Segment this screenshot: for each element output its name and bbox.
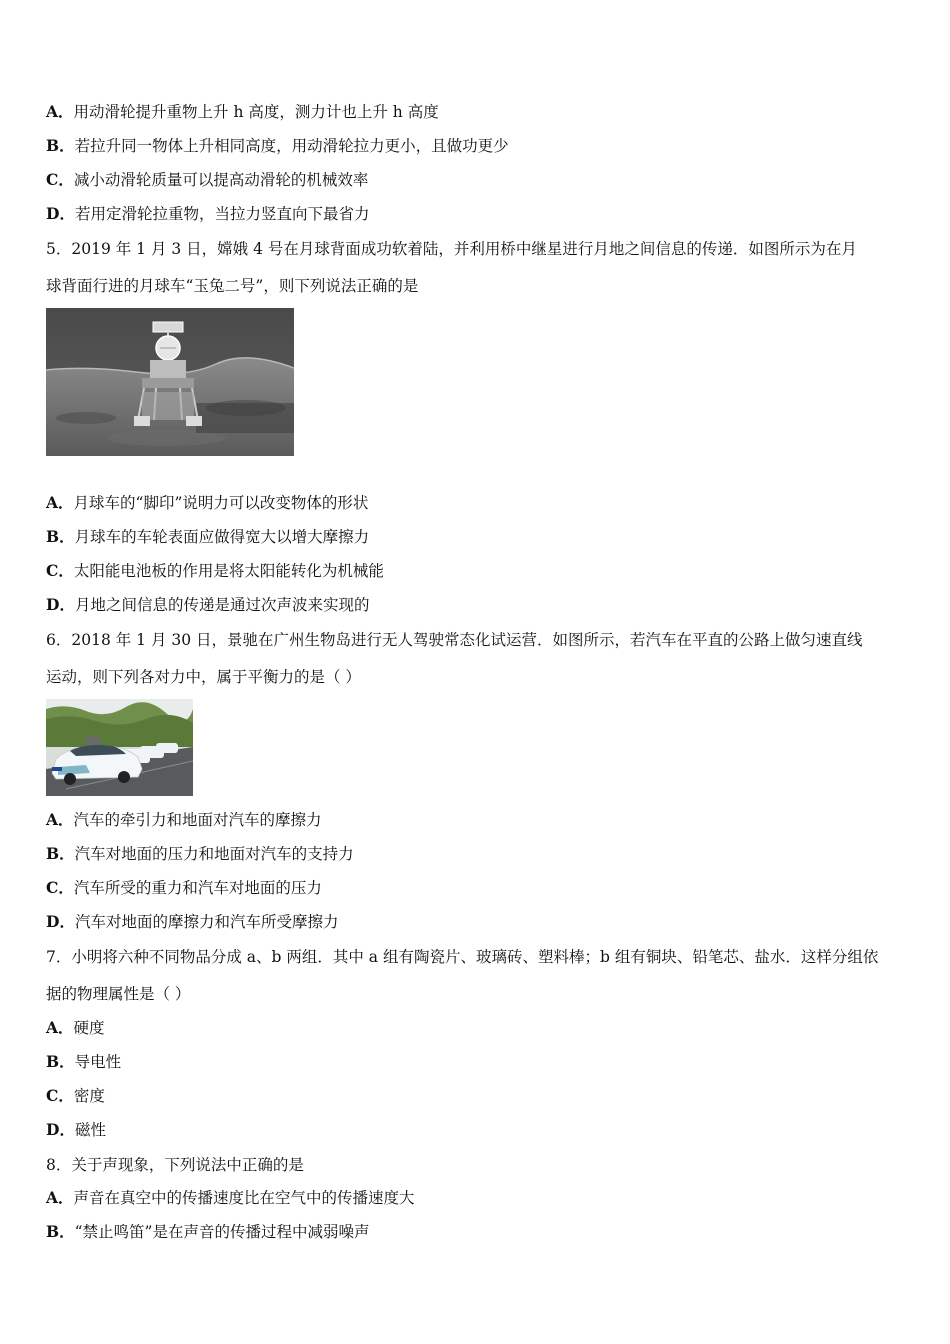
q7-option-d [46, 1120, 106, 1140]
q8-stem-line1: 8．关于声现象，下列说法中正确的是 [46, 1156, 304, 1174]
option-text: “禁止鸣笛”是在声音的传播过程中减弱噪声 [74, 1223, 370, 1241]
q6-option-d [46, 912, 338, 932]
option-letter: A． [46, 102, 74, 121]
option-letter: C． [46, 170, 74, 189]
q6-option-a [46, 810, 322, 830]
option-letter: B． [46, 527, 75, 546]
option-text: 导电性 [74, 1053, 122, 1071]
option-letter: B． [46, 844, 75, 863]
option-text: 用动滑轮提升重物上升 h 高度，测力计也上升 h 高度 [73, 103, 439, 121]
q7-option-b [46, 1052, 121, 1072]
q7-stem-line2: 据的物理属性是（ ） [46, 985, 191, 1003]
q6-option-b [46, 844, 354, 864]
option-letter: A． [46, 1188, 74, 1207]
q4-option-b [46, 136, 509, 156]
option-text: 汽车对地面的摩擦力和汽车所受摩擦力 [74, 913, 339, 931]
option-text: 减小动滑轮质量可以提高动滑轮的机械效率 [73, 171, 369, 189]
lunar-rover-illustration [46, 308, 294, 456]
autonomous-car-photo [46, 699, 193, 796]
q8-option-a [46, 1188, 415, 1208]
option-letter: B． [46, 1052, 75, 1071]
option-text: 汽车对地面的压力和地面对汽车的支持力 [74, 845, 354, 863]
option-letter: A． [46, 493, 74, 512]
q6-stem-line1: 6．2018 年 1 月 30 日，景驰在广州生物岛进行无人驾驶常态化试运营．如图所示，若汽车在平直的公路上做匀速直线 [46, 631, 863, 649]
option-text: 月地之间信息的传递是通过次声波来实现的 [74, 596, 370, 614]
option-text: 磁性 [74, 1121, 106, 1139]
option-letter: D． [46, 912, 75, 931]
option-text: 月球车的“脚印”说明力可以改变物体的形状 [73, 494, 369, 512]
q4-option-d [46, 204, 369, 224]
option-letter: A． [46, 810, 74, 829]
autonomous-car-illustration [46, 699, 193, 796]
q5-option-c [46, 561, 384, 581]
option-letter: B． [46, 1222, 75, 1241]
option-letter: D． [46, 1120, 75, 1139]
q7-option-a [46, 1018, 105, 1038]
option-letter: C． [46, 878, 74, 897]
option-text: 汽车所受的重力和汽车对地面的压力 [73, 879, 322, 897]
option-letter: B． [46, 136, 75, 155]
q7-option-c [46, 1086, 105, 1106]
q5-stem-line1: 5．2019 年 1 月 3 日，嫦娥 4 号在月球背面成功软着陆，并利用桥中继星进行月地之间信息的传递．如图所示为在月 [46, 240, 857, 258]
q5-option-b [46, 527, 369, 547]
option-text: 太阳能电池板的作用是将太阳能转化为机械能 [73, 562, 384, 580]
option-text: 月球车的车轮表面应做得宽大以增大摩擦力 [74, 528, 370, 546]
option-letter: A． [46, 1018, 74, 1037]
q4-option-c [46, 170, 368, 190]
q5-option-a [46, 493, 368, 513]
q6-stem-line2: 运动，则下列各对力中，属于平衡力的是（ ） [46, 668, 361, 686]
q6-option-c [46, 878, 322, 898]
q7-stem-line1: 7．小明将六种不同物品分成 a、b 两组．其中 a 组有陶瓷片、玻璃砖、塑料棒；b 组有铜块、铅笔芯、盐水．这样分组依 [46, 948, 879, 966]
option-text: 密度 [73, 1087, 105, 1105]
option-letter: D． [46, 595, 75, 614]
option-text: 若用定滑轮拉重物，当拉力竖直向下最省力 [74, 205, 370, 223]
option-text: 硬度 [73, 1019, 105, 1037]
lunar-rover-photo [46, 308, 294, 456]
option-text: 若拉升同一物体上升相同高度，用动滑轮拉力更小，且做功更少 [74, 137, 509, 155]
q4-option-a [46, 102, 439, 122]
option-letter: C． [46, 561, 74, 580]
q8-option-b [46, 1222, 369, 1242]
q5-option-d [46, 595, 369, 615]
option-text: 汽车的牵引力和地面对汽车的摩擦力 [73, 811, 322, 829]
option-letter: D． [46, 204, 75, 223]
option-text: 声音在真空中的传播速度比在空气中的传播速度大 [73, 1189, 415, 1207]
q5-stem-line2: 球背面行进的月球车“玉兔二号”，则下列说法正确的是 [46, 277, 419, 295]
option-letter: C． [46, 1086, 74, 1105]
